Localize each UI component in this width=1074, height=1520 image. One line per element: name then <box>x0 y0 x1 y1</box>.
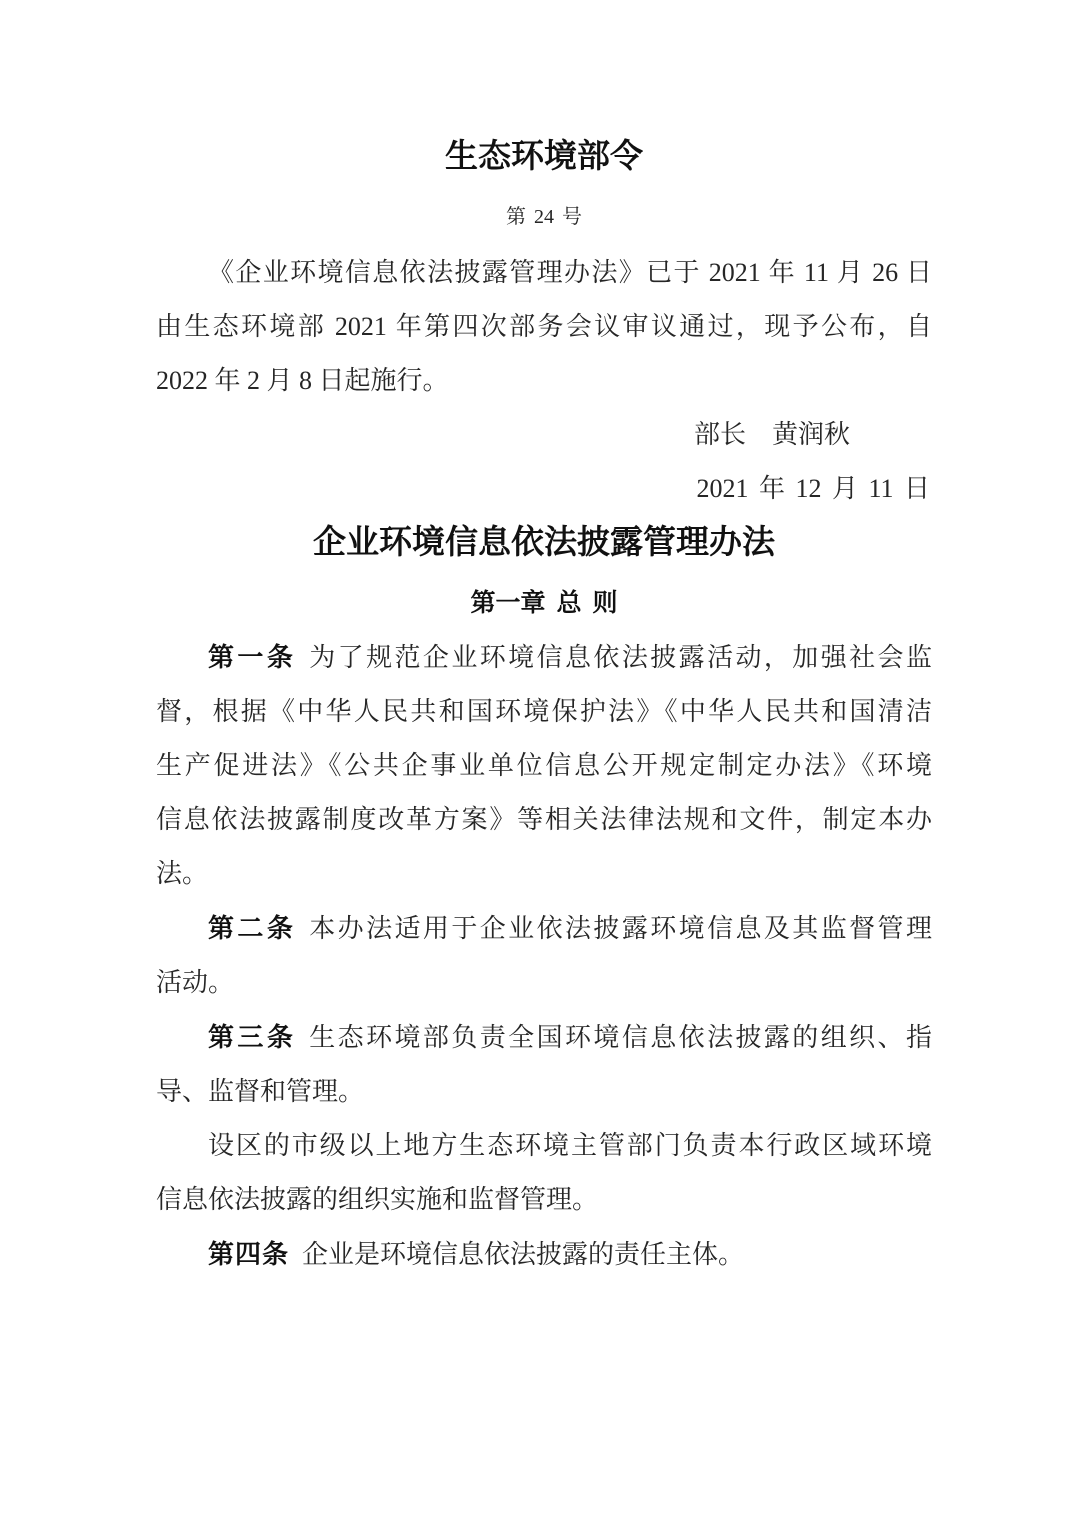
article-line <box>156 1065 932 1119</box>
line-text: 企业是环境信息依法披露的责任主体。 <box>302 1240 745 1269</box>
line-text: 2022 年 2 月 8 日起施行。 <box>156 366 449 395</box>
article-line <box>156 1173 932 1227</box>
announcement-line <box>156 354 932 408</box>
article-line <box>156 739 932 793</box>
line-text: 信息依法披露制度改革方案》等相关法律法规和文件，制定本办 <box>156 805 932 834</box>
chapter-heading: 第一章 总 则 <box>470 589 618 617</box>
article-line <box>156 685 932 739</box>
article-line <box>156 901 932 956</box>
articles-body <box>156 630 932 1282</box>
signature-date: 2021 年 12 月 11 日 <box>696 474 930 503</box>
article-line <box>156 793 932 847</box>
order-number: 第 24 号 <box>506 206 582 228</box>
line-text: 督，根据《中华人民共和国环境保护法》《中华人民共和国清洁 <box>156 697 932 726</box>
article-label: 第三条 <box>208 1022 297 1052</box>
signature-minister: 部长 黄润秋 <box>693 420 850 449</box>
law-title: 企业环境信息依法披露管理办法 <box>313 525 775 561</box>
article-line <box>156 630 932 685</box>
article-line <box>156 956 932 1010</box>
article-line <box>156 1227 932 1282</box>
announcement-line <box>156 246 932 300</box>
announcement-paragraph <box>156 246 932 408</box>
line-text: 设区的市级以上地方生态环境主管部门负责本行政区域环境 <box>208 1131 932 1160</box>
order-title: 生态环境部令 <box>445 139 643 175</box>
line-text: 《企业环境信息依法披露管理办法》已于 2021 年 11 月 26 日 <box>208 258 932 287</box>
article-label: 第四条 <box>208 1239 290 1269</box>
line-text: 导、监督和管理。 <box>156 1077 365 1106</box>
article-line <box>156 847 932 901</box>
line-text: 由生态环境部 2021 年第四次部务会议审议通过，现予公布，自 <box>156 312 932 341</box>
article-line <box>156 1119 932 1173</box>
line-text: 生产促进法》《公共企事业单位信息公开规定制定办法》《环境 <box>156 751 932 780</box>
line-text: 为了规范企业环境信息依法披露活动，加强社会监 <box>309 643 932 672</box>
line-text: 本办法适用于企业依法披露环境信息及其监督管理 <box>309 914 932 943</box>
line-text: 活动。 <box>156 968 235 997</box>
article-line <box>156 1010 932 1065</box>
announcement-line <box>156 300 932 354</box>
line-text: 生态环境部负责全国环境信息依法披露的组织、指 <box>309 1023 932 1052</box>
line-text: 法。 <box>156 859 209 888</box>
line-text: 信息依法披露的组织实施和监督管理。 <box>156 1185 599 1214</box>
article-label: 第二条 <box>208 913 297 943</box>
article-label: 第一条 <box>208 642 297 672</box>
